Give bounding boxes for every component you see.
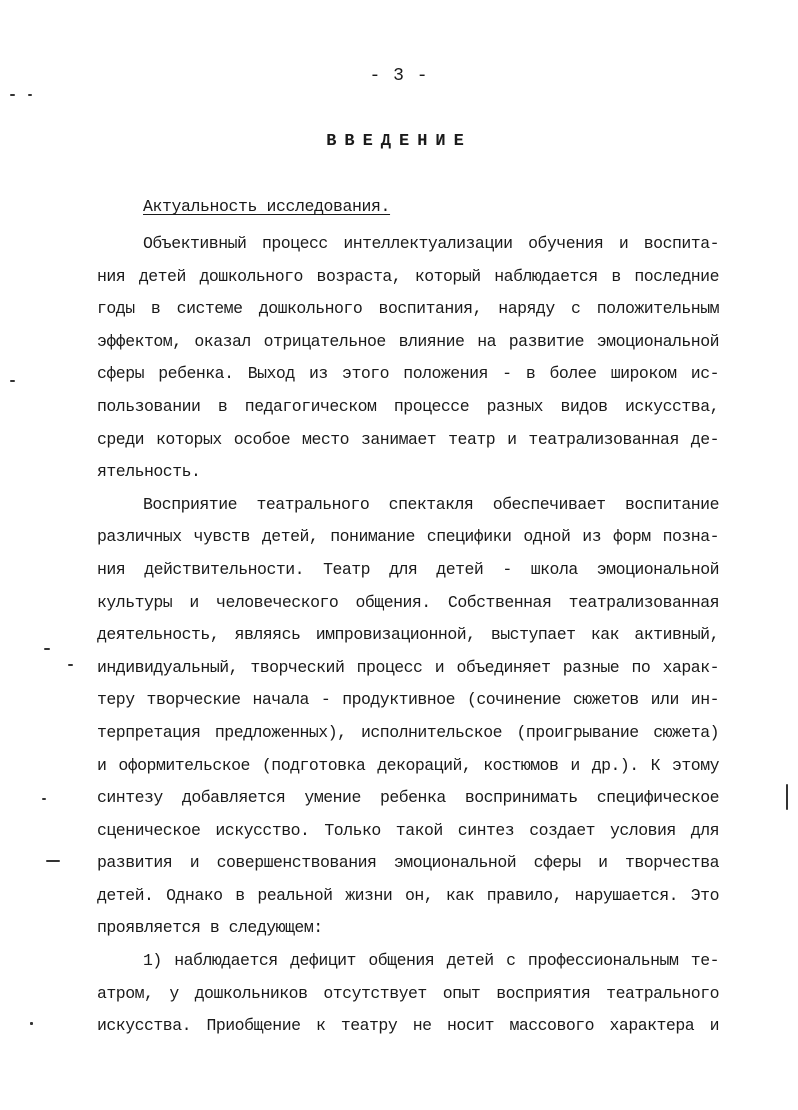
body-text bbox=[97, 228, 719, 1043]
scan-artifact bbox=[10, 380, 15, 382]
text-line: индивидуальный, творческий процесс и объединяет разные по харак- bbox=[97, 657, 719, 677]
text-line: сферы ребенка. Выход из этого положения - в более широком ис- bbox=[97, 364, 719, 384]
scan-artifact bbox=[30, 1022, 33, 1025]
text-line: деятельность, являясь импровизационной, выступает как активный, bbox=[97, 625, 719, 645]
text-line: ния детей дошкольного возраста, который наблюдается в последние bbox=[97, 266, 719, 286]
paragraph-2 bbox=[97, 489, 719, 945]
scan-artifact bbox=[42, 798, 46, 800]
scan-artifact bbox=[786, 784, 788, 810]
text-line: проявляется в следующем: bbox=[97, 918, 323, 938]
text-line: детей. Однако в реальной жизни он, как правило, нарушается. Это bbox=[97, 885, 719, 905]
scan-artifact bbox=[44, 648, 50, 650]
text-line: и оформительское (подготовка декораций, костюмов и др.). К этому bbox=[97, 755, 719, 775]
text-line: культуры и человеческого общения. Собственная театрализованная bbox=[97, 592, 719, 612]
scan-artifact bbox=[28, 94, 32, 96]
text-line: искусства. Приобщение к театру не носит массового характера и bbox=[97, 1016, 719, 1036]
text-line: развития и совершенствования эмоциональной сферы и творчества bbox=[97, 853, 719, 873]
text-line: среди которых особое место занимает театр и театрализованная де- bbox=[97, 429, 719, 449]
text-line: годы в системе дошкольного воспитания, наряду с положительным bbox=[97, 299, 719, 319]
text-line: синтезу добавляется умение ребенка воспринимать специфическое bbox=[97, 788, 719, 808]
paragraph-3 bbox=[97, 945, 719, 1043]
scan-artifact bbox=[46, 860, 60, 862]
subsection-title: Актуальность исследования. bbox=[143, 197, 391, 216]
paragraph-1 bbox=[97, 228, 719, 489]
text-line: теру творческие начала - продуктивное (сочинение сюжетов или ин- bbox=[97, 690, 719, 710]
text-line: терпретация предложенных), исполнительское (проигрывание сюжета) bbox=[97, 722, 719, 742]
text-line: атром, у дошкольников отсутствует опыт восприятия театрального bbox=[97, 983, 719, 1003]
section-heading: ВВЕДЕНИЕ bbox=[326, 132, 472, 151]
text-line: ятельность. bbox=[97, 462, 201, 482]
text-line: 1) наблюдается дефицит общения детей с профессиональным те- bbox=[143, 951, 719, 971]
text-line: Объективный процесс интеллектуализации обучения и воспита- bbox=[143, 234, 719, 253]
text-line: эффектом, оказал отрицательное влияние на развитие эмоциональной bbox=[97, 331, 719, 351]
scan-artifact bbox=[10, 94, 15, 96]
text-line: пользовании в педагогическом процессе разных видов искусства, bbox=[97, 396, 719, 416]
text-line: ния действительности. Театр для детей - школа эмоциональной bbox=[97, 559, 719, 579]
page-number: - 3 - bbox=[369, 66, 429, 86]
scan-artifact bbox=[68, 664, 73, 666]
text-line: сценическое искусство. Только такой синтез создает условия для bbox=[97, 820, 719, 840]
text-line: Восприятие театрального спектакля обеспечивает воспитание bbox=[143, 494, 719, 514]
text-line: различных чувств детей, понимание специфики одной из форм позна- bbox=[97, 527, 719, 547]
